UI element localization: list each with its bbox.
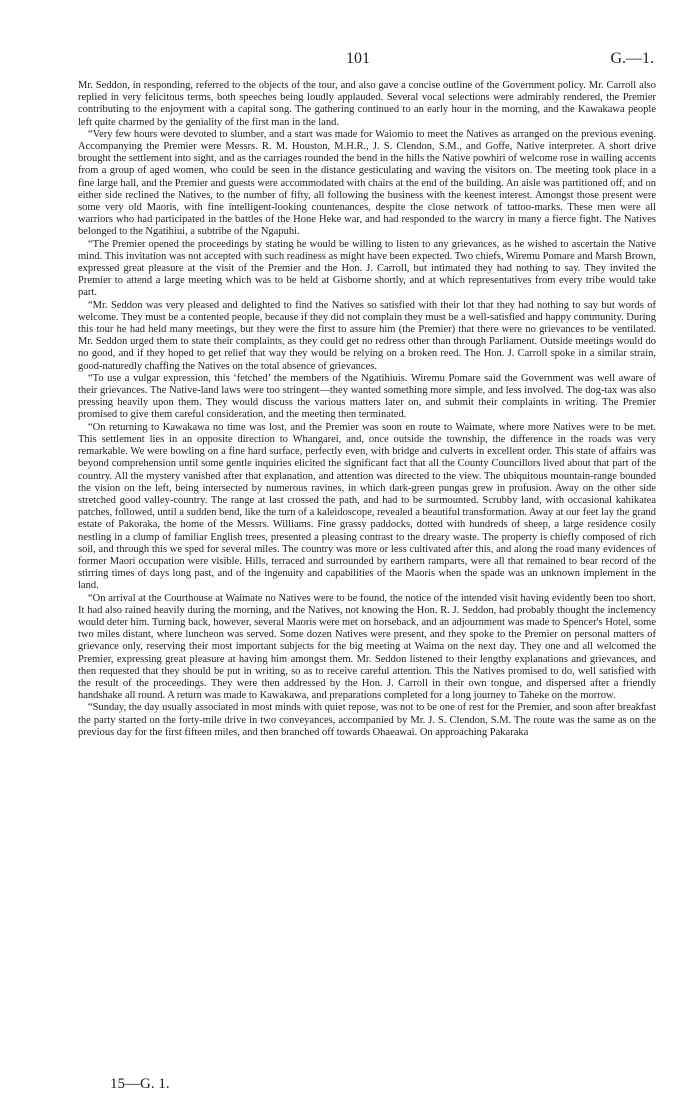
paragraph-6: “On returning to Kawakawa no time was lost, and the Premier was soon en route to Waimate, where more Natives were to be met. This settlement lies in an opposite direction to Whangarei, and, once outside the township, the difference in the roads was very remarkable. We were bowling on a fine hard surface, perfectly even, with bridge and culverts in excellent order. This state of affairs was beyond comprehension until some gentle inquiries elicited the significant fact that all the County Councillors lived about that part of the country. All the mystery vanished after that explanation, and attention was directed to the view. The ubiquitous mountain-range bounded the vision on the left, being intersected by numerous ravines, in which dark-green pungas grew in profusion. Away on the other side stretched good valley-country. The range at last crossed the path, and had to be surmounted. Scrubby land, with occasional kahikatea patches, followed, until a sudden bend, like the turn of a kaleidoscope, revealed a beautiful transformation. Away at our feet lay the grand estate of Pakoraka, the home of the Messrs. Williams. Fine grassy paddocks, dotted with hundreds of sheep, a large residence cosily nestling in a clump of familiar English trees, presented a pleasing contrast to the dreary waste. The property is chiefly composed of rich soil, and through this we sped for several miles. The country was more or less cultivated after this, and along the road many evidences of former Maori occupation were visible. Hills, terraced and surrounded by earthern ramparts, were all that remained to bear record of the stirring times of days long past, and of the ingenuity and capabilities of the Maoris when the spade was an unknown implement in the land. — [78, 421, 656, 592]
signature-mark: 15—G. 1. — [110, 1076, 170, 1092]
paragraph-3: “The Premier opened the proceedings by stating he would be willing to listen to any grievances, as he wished to ascertain the Native mind. This invitation was not accepted with such readiness as might have been expected. Two chiefs, Wiremu Pomare and Marsh Brown, expressed great pleasure at the visit of the Premier and the Hon. J. Carroll, but intimated they had nothing to say. They invited the Premier to attend a large meeting which was to be held at Gisborne shortly, and at which representatives from every tribe would take part. — [78, 238, 656, 299]
paragraph-1: Mr. Seddon, in responding, referred to the objects of the tour, and also gave a concise outline of the Government policy. Mr. Carroll also replied in very felicitous terms, both speeches being loudly applauded. Several vocal selections were admirably rendered, the Premier contributing to the enjoyment with a capital song. The gathering continued to an early hour in the morning, and the Kawakawa people left quite charmed by the geniality of the first man in the land. — [78, 80, 656, 128]
paragraph-8: “Sunday, the day usually associated in most minds with quiet repose, was not to be one of rest for the Premier, and soon after breakfast the party started on the forty-mile drive in two conveyances, accompanied by Mr. J. S. Clendon, S.M. The route was the same as on the previous day for the first fifteen miles, and then branched off towards Ohaeawai. On approaching Pakaraka — [78, 702, 656, 738]
page-number: 101 — [346, 50, 370, 67]
article-body — [78, 80, 656, 739]
page-header — [0, 50, 700, 70]
paragraph-4: “Mr. Seddon was very pleased and delighted to find the Natives so satisfied with their lot that they had nothing to say but words of welcome. They must be a contented people, because if they did not complain they must be a well-satisfied and happy community. During this tour he had held many meetings, but they were the first to assure him (the Premier) that there were no grievances to be ventilated. Mr. Seddon urged them to state their complaints, as they could get no redress other than through Parliament. Outside meetings would do no good, and if they hoped to get relief that way they would be relying on a broken reed. The Hon. J. Carroll spoke in a similar strain, good-naturedly chaffing the Natives on the total absence of grievances. — [78, 299, 656, 372]
paragraph-7: “On arrival at the Courthouse at Waimate no Natives were to be found, the notice of the intended visit having evidently been too short. It had also rained heavily during the morning, and the Natives, not knowing the Hon. R. J. Seddon, had probably thought the inclemency would deter him. Turning back, however, several Maoris were met on horseback, and an adjournment was made to Spencer's Hotel, some two miles distant, where luncheon was served. Some dozen Natives were present, and they spoke to the Premier on personal matters of grievance only, reserving their most important subjects for the big meeting at Waima on the next day. They one and all welcomed the Premier, expressing great pleasure at having him amongst them. Mr. Seddon listened to their lengthy explanations and grievances, and then requested that they should be put in writing, so as to receive careful attention. This the Natives promised to do, well satisfied with the result of the proceedings. They were then addressed by the Hon. J. Carroll in their own tongue, and dispersed after a friendly handshake all round. A return was made to Kawakawa, and preparations completed for a long journey to Taheke on the morrow. — [78, 592, 656, 702]
document-reference: G.—1. — [610, 50, 654, 67]
paragraph-2: “Very few hours were devoted to slumber, and a start was made for Waiomio to meet the Natives as arranged on the previous evening. Accompanying the Premier were Messrs. R. M. Houston, M.H.R., J. S. Clendon, S.M., and Goffe, Native interpreter. A short drive brought the settlement into sight, and as the carriages rounded the bend in the hills the Native powhiri of welcome rose in wailing accents from a group of aged women, who could be seen in the distance gesticulating and waving the visitors on. The meeting took place in a fine large hall, and the Premier and guests were accommodated with chairs at the end of the building. An aisle was partitioned off, and on either side reclined the Natives, to the number of fifty, all following the business with the keenest interest. Amongst those present were some very old Maoris, with fine intelligent-looking countenances, despite the close network of tattoo-marks. These men were all warriors who had participated in the battles of the Hone Heke war, and had responded to the warcry in many a fierce fight. The Natives belonged to the Ngatihiui, a subtribe of the Ngapuhi. — [78, 128, 656, 238]
paragraph-5: “To use a vulgar expression, this ‘fetched’ the members of the Ngatihiuis. Wiremu Pomare said the Government was well aware of their grievances. The Native-land laws were too stringent—they wanted something more simple, and less involved. The dog-tax was also pressing heavily upon them. They would discuss the various matters later on, and submit their complaints in writing. The Premier promised to give them careful consideration, and the meeting then terminated. — [78, 372, 656, 421]
